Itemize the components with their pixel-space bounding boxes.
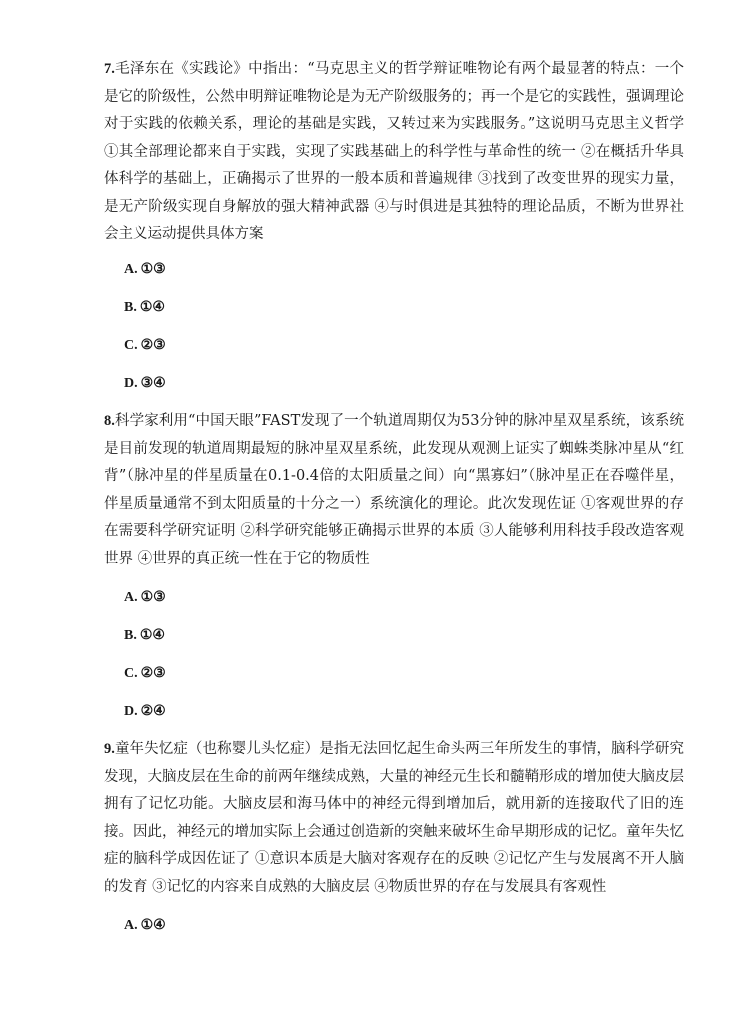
question-7-option-d[interactable] [124,374,166,394]
question-body: 毛泽东在《实践论》中指出：“马克思主义的哲学辩证唯物论有两个最显著的特点：一个是它的阶级性，公然申明辩证唯物论是为无产阶级服务的；再一个是它的实践性，强调理论对于实践的依赖关系，理论的基础是实践，又转过来为实践服务。”这说明马克思主义哲学 ①其全部理论都来自于实践，实现了实践基础上的科学性与革命性的统一 ②在概括升华具体科学的基础上，正确揭示了世界的一般本质和普遍规律 ③找到了改变世界的现实力量，是无产阶级实现自身解放的强大精神武器 ④与时俱进是其独特的理论品质，不断为世界社会主义运动提供具体方案 [104,61,684,242]
question-number: 9. [104,741,115,757]
option-letter: C. [124,338,138,353]
option-letter: B. [124,300,137,315]
option-letter: D. [124,376,138,391]
option-value: ①④ [140,918,166,933]
question-9 [104,736,684,901]
option-letter: C. [124,666,138,681]
option-value: ③④ [140,376,166,391]
question-8 [104,408,684,573]
option-letter: B. [124,628,137,643]
question-8-option-b[interactable] [124,626,165,646]
option-letter: A. [124,918,138,933]
option-value: ①④ [139,300,165,315]
option-letter: D. [124,704,138,719]
option-value: ②④ [140,704,166,719]
question-7-option-b[interactable] [124,298,165,318]
question-number: 8. [104,413,115,429]
question-body: 科学家利用“中国天眼”FAST发现了一个轨道周期仅为53分钟的脉冲星双星系统，该系统是目前发现的轨道周期最短的脉冲星双星系统，此发现从观测上证实了蜘蛛类脉冲星从“红背”（脉冲星的伴星质量在0.1-0.4倍的太阳质量之间）向“黑寡妇”（脉冲星正在吞噬伴星，伴星质量通常不到太阳质量的十分之一）系统演化的理论。此次发现佐证 ①客观世界的存在需要科学研究证明 ②科学研究能够正确揭示世界的本质 ③人能够利用科技手段改造客观世界 ④世界的真正统一性在于它的物质性 [104,413,684,567]
question-7-text [104,56,684,249]
question-8-option-c[interactable] [124,664,166,684]
question-7-option-c[interactable] [124,336,166,356]
option-value: ①③ [140,262,166,277]
option-value: ②③ [140,338,166,353]
question-7 [104,56,684,249]
question-9-option-a[interactable] [124,916,166,936]
option-letter: A. [124,590,138,605]
question-7-option-a[interactable] [124,260,166,280]
question-9-text [104,736,684,901]
option-value: ②③ [140,666,166,681]
question-body: 童年失忆症（也称婴儿头忆症）是指无法回忆起生命头两三年所发生的事情，脑科学研究发现，大脑皮层在生命的前两年继续成熟，大量的神经元生长和髓鞘形成的增加使大脑皮层拥有了记忆功能。大脑皮层和海马体中的神经元得到增加后，就用新的连接取代了旧的连接。因此，神经元的增加实际上会通过创造新的突触来破坏生命早期形成的记忆。童年失忆症的脑科学成因佐证了 ①意识本质是大脑对客观存在的反映 ②记忆产生与发展离不开人脑的发育 ③记忆的内容来自成熟的大脑皮层 ④物质世界的存在与发展具有客观性 [104,741,684,895]
question-8-text [104,408,684,573]
question-number: 7. [104,61,115,77]
option-value: ①③ [140,590,166,605]
option-value: ①④ [139,628,165,643]
option-letter: A. [124,262,138,277]
question-8-option-a[interactable] [124,588,166,608]
question-8-option-d[interactable] [124,702,166,722]
